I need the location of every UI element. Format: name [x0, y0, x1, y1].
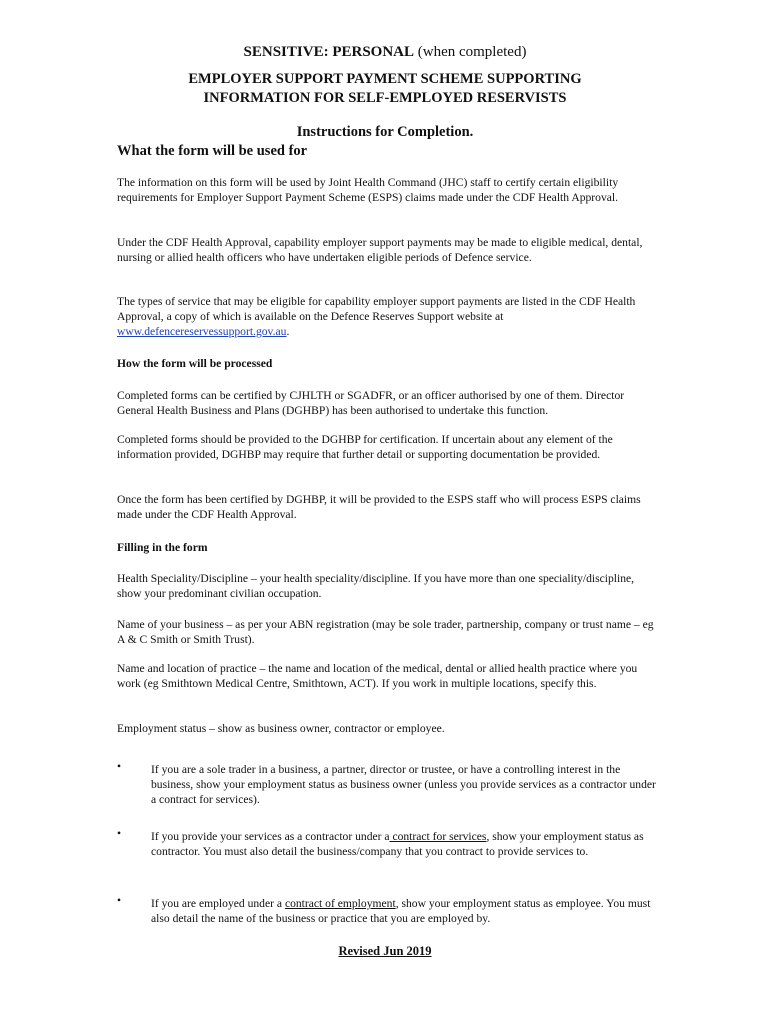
use-paragraph-3-end: . — [286, 325, 290, 338]
section-heading-process: How the form will be processed — [117, 357, 273, 370]
bullet-3-post: , show your employment status as employee. You must also detail the name of the business or practice that you are employed by. — [151, 897, 651, 925]
sensitivity-label: SENSITIVE: PERSONAL — [243, 44, 414, 60]
filling-paragraph-2: Name of your business – as per your ABN registration (may be sole trader, partnership, company or trust name – eg A & C Smith or Smith Trust). — [117, 618, 654, 646]
use-paragraph-1: The information on this form will be used by Joint Health Command (JHC) staff to certify certain eligibility requirements for Employer Support Payment Scheme (ESPS) claims made under the CDF Health Approval. — [117, 176, 619, 204]
process-paragraph-3: Once the form has been certified by DGHBP, it will be provided to the ESPS staff who will process ESPS claims made under the CDF Health Approval. — [117, 493, 641, 521]
sensitivity-note: (when completed) — [417, 44, 527, 60]
defence-reserves-link[interactable]: www.defencereservessupport.gov.au — [117, 325, 287, 338]
bullet-2-post: , show your employment status as contractor. You must also detail the business/company that you contract to provide services to. — [151, 830, 644, 858]
use-paragraph-3 — [117, 294, 657, 339]
instructions-heading: Instructions for Completion. — [296, 124, 474, 140]
bullet-3-text — [151, 896, 661, 926]
section-heading-use: What the form will be used for — [117, 143, 308, 159]
title-line-2: INFORMATION FOR SELF-EMPLOYED RESERVISTS — [203, 90, 567, 106]
filling-paragraph-1: Health Speciality/Discipline – your health speciality/discipline. If you have more than one speciality/discipline, show your predominant civilian occupation. — [117, 572, 635, 600]
filling-paragraph-3: Name and location of practice – the name and location of the medical, dental or allied health practice where you work (eg Smithtown Medical Centre, Smithtown, ACT). If you work in multiple locations, specify this. — [117, 662, 638, 690]
document-title — [0, 70, 770, 108]
title-line-1: EMPLOYER SUPPORT PAYMENT SCHEME SUPPORTING — [188, 71, 582, 87]
process-paragraph-1: Completed forms can be certified by CJHLTH or SGADFR, or an officer authorised by one of them. Director General Health Business and Plans (DGHBP) has been authorised to undertake this function. — [117, 389, 625, 417]
sensitivity-marking — [0, 44, 770, 61]
bullet-3-pre: If you are employed under a — [151, 897, 283, 910]
revision-date — [0, 944, 770, 959]
bullet-2-text — [151, 829, 661, 859]
use-paragraph-3-text: The types of service that may be eligible for capability employer support payments are listed in the CDF Health Approval, a copy of which is available on the Defence Reserves Support website at — [117, 295, 636, 323]
filling-paragraph-4: Employment status – show as business owner, contractor or employee. — [117, 722, 445, 735]
bullet-1-marker: • — [117, 760, 122, 773]
bullet-1-text: If you are a sole trader in a business, a partner, director or trustee, or have a controlling interest in the business, show your employment status as business owner (unless you provide services as a contractor under a contract for services). — [151, 763, 656, 806]
contract-for-services-link[interactable]: contract for services — [389, 830, 487, 843]
bullet-3-marker: • — [117, 894, 122, 907]
process-paragraph-2: Completed forms should be provided to the DGHBP for certification. If uncertain about any element of the information provided, DGHBP may require that further detail or supporting documentation be provided. — [117, 433, 613, 461]
contract-of-employment-link[interactable]: contract of employment — [284, 897, 396, 910]
bullet-2-pre: If you provide your services as a contractor under a — [151, 830, 390, 843]
bullet-2-marker: • — [117, 827, 122, 840]
use-paragraph-2: Under the CDF Health Approval, capability employer support payments may be made to eligible medical, dental, nursing or allied health officers who have undertaken eligible periods of Defence service. — [117, 236, 643, 264]
section-heading-filling: Filling in the form — [117, 541, 208, 554]
revision-date-text: Revised Jun 2019 — [338, 944, 432, 958]
